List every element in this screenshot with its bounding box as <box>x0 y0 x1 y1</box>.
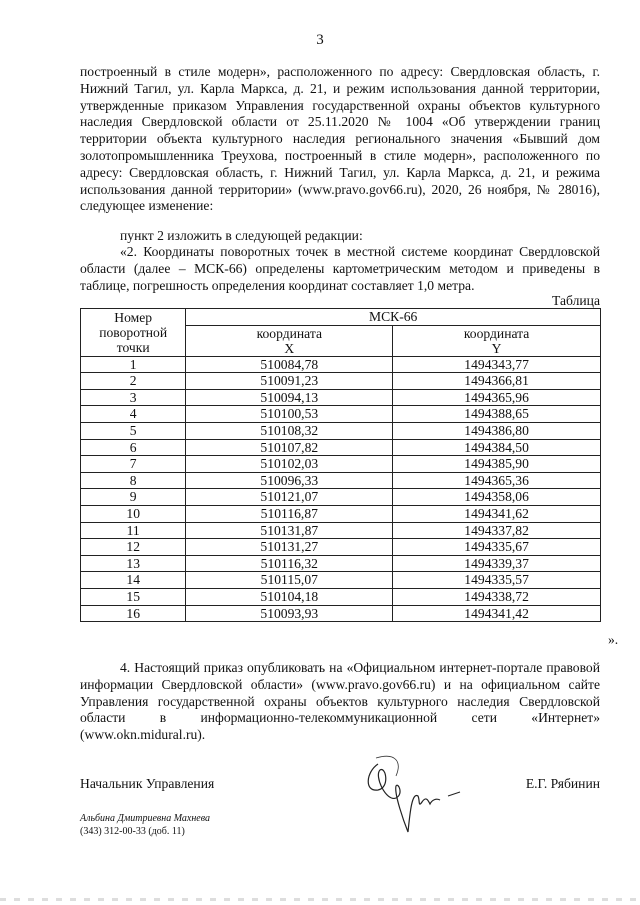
cell-x: 510121,07 <box>186 489 393 506</box>
executor-name: Альбина Дмитриевна Махнева <box>80 813 211 824</box>
cell-point-number: 7 <box>81 456 186 473</box>
cell-point-number: 4 <box>81 406 186 423</box>
cell-x: 510115,07 <box>186 572 393 589</box>
coordinates-table <box>80 308 601 622</box>
cell-y: 1494385,90 <box>393 456 601 473</box>
cell-y: 1494384,50 <box>393 439 601 456</box>
table-closing-quote: ». <box>608 632 619 647</box>
signatory-name: Е.Г. Рябинин <box>525 776 600 791</box>
header-point-number: Номер поворотной точки <box>81 309 186 357</box>
header-y-axis: Y <box>491 340 502 356</box>
cell-point-number: 16 <box>81 605 186 622</box>
cell-y: 1494341,42 <box>393 605 601 622</box>
table-row <box>81 422 601 439</box>
handwritten-signature <box>356 752 476 842</box>
table-row <box>81 373 601 390</box>
cell-point-number: 3 <box>81 389 186 406</box>
table-row <box>81 555 601 572</box>
cell-y: 1494335,67 <box>393 539 601 556</box>
cell-x: 510116,32 <box>186 555 393 572</box>
cell-y: 1494341,62 <box>393 505 601 522</box>
cell-point-number: 9 <box>81 489 186 506</box>
table-row <box>81 505 601 522</box>
table-row <box>81 588 601 605</box>
header-y-label: координата <box>463 325 530 341</box>
cell-x: 510093,93 <box>186 605 393 622</box>
signature-block <box>80 776 600 796</box>
header-y <box>393 325 601 356</box>
table-row <box>81 472 601 489</box>
table-row <box>81 605 601 622</box>
cell-point-number: 8 <box>81 472 186 489</box>
cell-point-number: 10 <box>81 505 186 522</box>
cell-y: 1494338,72 <box>393 588 601 605</box>
signatory-position: Начальник Управления <box>80 776 215 791</box>
scan-edge-artifact <box>0 898 640 901</box>
item2-intro: пункт 2 изложить в следующей редакции: <box>120 228 363 243</box>
cell-x: 510094,13 <box>186 389 393 406</box>
table-row <box>81 489 601 506</box>
table-row <box>81 539 601 556</box>
cell-point-number: 15 <box>81 588 186 605</box>
cell-y: 1494337,82 <box>393 522 601 539</box>
item4-paragraph: 4. Настоящий приказ опубликовать на «Официальном интернет-портале правовой информации Свердловской области» (www.pravo.gov66.ru) и на официальном сайте Управления государственной охраны объектов культурного наследия Свердловской области в информационно-телекоммуникационной сети «Интернет» (www.okn.midural.ru). <box>80 660 600 743</box>
cell-y: 1494365,36 <box>393 472 601 489</box>
cell-y: 1494335,57 <box>393 572 601 589</box>
cell-y: 1494386,80 <box>393 422 601 439</box>
header-x-axis: X <box>284 340 295 356</box>
cell-point-number: 11 <box>81 522 186 539</box>
cell-y: 1494358,06 <box>393 489 601 506</box>
executor-block <box>80 812 210 838</box>
cell-point-number: 2 <box>81 373 186 390</box>
cell-x: 510131,87 <box>186 522 393 539</box>
table-row <box>81 439 601 456</box>
cell-x: 510084,78 <box>186 356 393 373</box>
table-row <box>81 406 601 423</box>
cell-point-number: 6 <box>81 439 186 456</box>
header-x <box>186 325 393 356</box>
item2-paragraph: «2. Координаты поворотных точек в местной системе координат Свердловской области (далее – МСК-66) определены картометрическим методом и приведены в таблице, погрешность определения координат составляет 1,0 метра. <box>80 244 600 293</box>
table-caption: Таблица <box>552 293 600 308</box>
cell-point-number: 13 <box>81 555 186 572</box>
cell-x: 510107,82 <box>186 439 393 456</box>
cell-y: 1494388,65 <box>393 406 601 423</box>
cell-x: 510116,87 <box>186 505 393 522</box>
cell-x: 510104,18 <box>186 588 393 605</box>
page-number: 3 <box>316 32 324 48</box>
cell-point-number: 12 <box>81 539 186 556</box>
table-row <box>81 456 601 473</box>
cell-x: 510102,03 <box>186 456 393 473</box>
cell-x: 510131,27 <box>186 539 393 556</box>
cell-x: 510091,23 <box>186 373 393 390</box>
cell-point-number: 14 <box>81 572 186 589</box>
header-coordinate-system: МСК-66 <box>186 309 601 326</box>
cell-y: 1494365,96 <box>393 389 601 406</box>
cell-x: 510100,53 <box>186 406 393 423</box>
cell-y: 1494366,81 <box>393 373 601 390</box>
cell-y: 1494339,37 <box>393 555 601 572</box>
cell-x: 510108,32 <box>186 422 393 439</box>
cell-point-number: 5 <box>81 422 186 439</box>
cell-y: 1494343,77 <box>393 356 601 373</box>
table-row <box>81 356 601 373</box>
coordinates-table-body <box>81 356 601 622</box>
cell-x: 510096,33 <box>186 472 393 489</box>
table-row <box>81 522 601 539</box>
header-x-label: координата <box>256 325 322 341</box>
intro-paragraph: построенный в стиле модерн», расположенного по адресу: Свердловская область, г. Нижний Тагил, ул. Карла Маркса, д. 21, и режим использования данной территории, утвержденные приказом Управления государственной охраны объектов культурного наследия Свердловской области от 25.11.2020 № 1004 «Об утверждении границ территории объекта культурного наследия регионального значения «Бывший дом золотопромышленника Треухова, построенный в стиле модерн», расположенного по адресу: Свердловская область, г. Нижний Тагил, ул. Карла Маркса, д. 21, и режима использования данной территории» (www.pravo.gov66.ru), 2020, 26 ноября, № 28016), следующее изменение: <box>80 64 600 214</box>
table-row <box>81 389 601 406</box>
executor-phone: (343) 312-00-33 (доб. 11) <box>80 826 185 837</box>
table-row <box>81 572 601 589</box>
cell-point-number: 1 <box>81 356 186 373</box>
